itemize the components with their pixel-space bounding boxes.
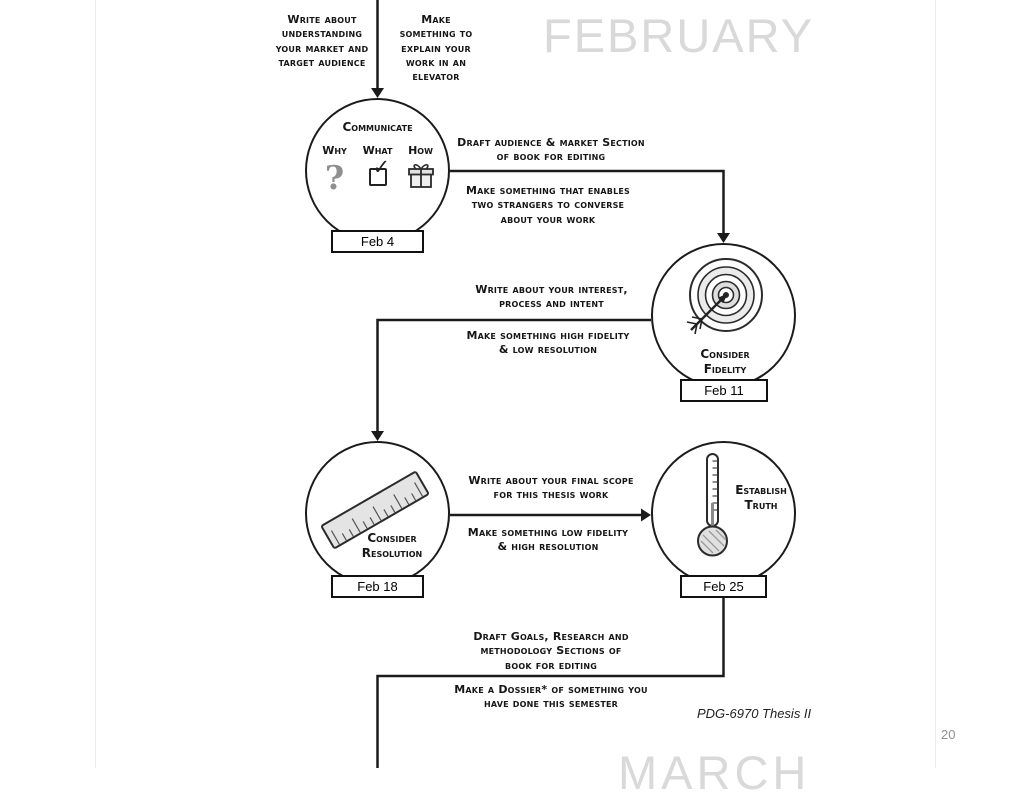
write-task-edge-4: Draft Goals, Research and methodology Sections of book for editing [473,630,629,672]
node-title-establish-truth: Establish Truth [735,483,787,512]
course-footer: PDG-6970 Thesis II [697,706,812,721]
thermometer-icon [695,451,731,561]
page-number: 20 [941,727,956,742]
arrowhead-into-resolution [371,431,384,441]
write-task-intro: Write about understanding your market and target audience [275,13,369,69]
write-task-edge-3: Write about your final scope for this thesis work [468,474,634,502]
date-box-feb-11 [680,379,768,402]
node-title-consider-resolution: Consider Resolution [361,531,423,560]
make-task-edge-2: Make something high fidelity & low resolution [466,329,630,357]
why-column [316,144,354,197]
date-label: Feb 18 [357,579,398,594]
how-column [402,144,440,194]
arrowhead-into-communicate [371,88,384,98]
make-task-edge-1: Make something that enables two strangers to converse about your work [465,184,631,226]
make-task-edge-4: Make a Dossier* of something you have done this semester [454,683,648,711]
how-label: How [408,144,433,157]
date-box-feb-4 [331,230,424,253]
make-task-intro: Make something to explain your work in an elevator [399,13,473,84]
bullseye-target-icon [683,255,767,339]
check-mark-icon: ✓ [372,155,391,179]
checked-box-icon [369,155,391,186]
next-month-header: MARCH [618,746,811,799]
date-label: Feb 4 [360,234,395,249]
node-establish-truth [651,441,796,586]
arrowhead-into-fidelity [717,233,730,243]
arrowhead-into-truth [641,509,651,522]
node-title-consider-fidelity: Consider Fidelity [700,347,750,376]
what-label: What [362,144,393,157]
why-what-how-row [307,144,448,197]
node-consider-fidelity [651,243,796,388]
write-task-edge-2: Write about your interest, process and intent [475,283,628,311]
question-mark-icon: ? [324,158,345,197]
why-label: Why [322,144,347,157]
date-label: Feb 25 [703,579,744,594]
date-label: Feb 11 [704,383,744,398]
node-communicate [305,98,450,243]
write-task-edge-1: Draft audience & market Section of book for editing [457,136,645,164]
what-column [359,144,397,194]
date-box-feb-25 [680,575,767,598]
month-header: FEBRUARY [543,9,815,62]
date-box-feb-18 [331,575,424,598]
make-task-edge-3: Make something low fidelity & high resolution [467,526,629,554]
gift-icon [407,162,435,190]
node-consider-resolution [305,441,450,586]
node-title-communicate: Communicate [342,120,413,134]
